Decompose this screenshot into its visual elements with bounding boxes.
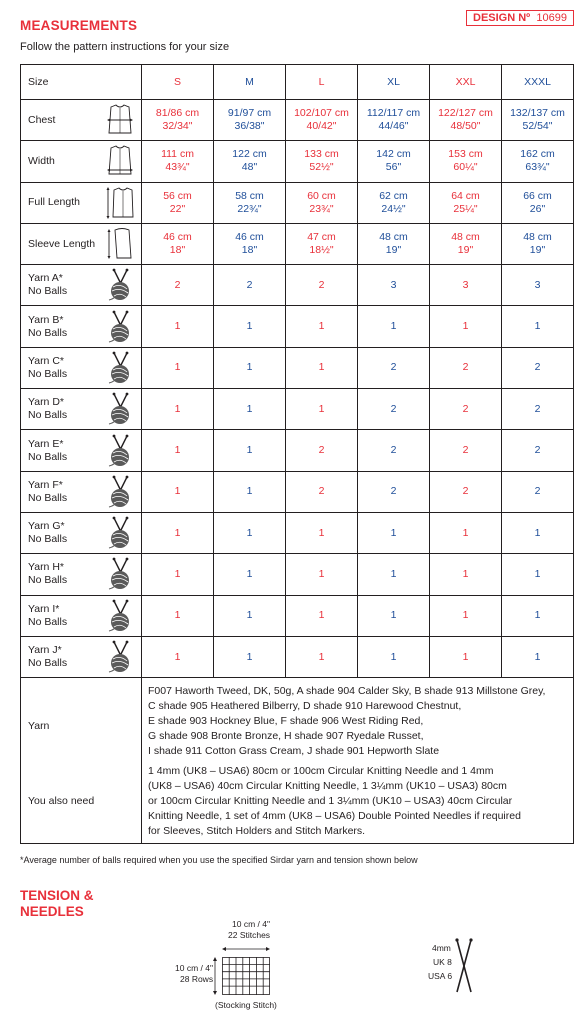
cm-value: 64 cm — [451, 189, 480, 202]
balls-cell: 2 — [286, 430, 358, 471]
size-m: M — [214, 65, 286, 100]
cm-value: 112/117 cm — [366, 107, 421, 120]
measure-cell — [430, 141, 502, 182]
measure-cell — [358, 182, 430, 223]
measure-cell — [142, 141, 214, 182]
size-l: L — [286, 65, 358, 100]
balls-cell: 1 — [286, 347, 358, 388]
tension-grid-icon — [222, 957, 270, 995]
measure-cell — [358, 223, 430, 264]
balls-cell: 3 — [430, 265, 502, 306]
row-label-cell — [21, 595, 142, 636]
cm-value: 111 cm — [161, 148, 194, 161]
balls-cell: 1 — [286, 636, 358, 677]
balls-cell: 2 — [430, 389, 502, 430]
row-label-cell — [21, 389, 142, 430]
yarn-line: E shade 903 Hockney Blue, F shade 906 West Riding Red, — [148, 715, 424, 728]
inch-value: 43¾" — [165, 161, 190, 174]
row-label: Sleeve Length — [28, 237, 96, 250]
inch-value: 18" — [241, 244, 258, 257]
table-row — [21, 471, 574, 512]
table-row — [21, 595, 574, 636]
no-balls-label: No Balls — [28, 367, 68, 380]
yarn-label: Yarn J* — [28, 644, 62, 656]
measure-cell — [430, 182, 502, 223]
balls-cell: 1 — [286, 389, 358, 430]
size-s: S — [142, 65, 214, 100]
balls-cell: 1 — [142, 306, 214, 347]
inch-value: 32/34" — [162, 120, 193, 133]
tension-title-line1: TENSION & — [20, 888, 94, 903]
row-label-cell — [21, 306, 142, 347]
balls-cell: 1 — [286, 306, 358, 347]
measure-cell — [214, 100, 286, 141]
intro-text: Follow the pattern instructions for your size — [20, 41, 230, 53]
footnote: *Average number of balls required when you use the specified Sirdar yarn and tension shown below — [20, 855, 418, 865]
inch-value: 40/42" — [306, 120, 337, 133]
balls-cell: 1 — [214, 512, 286, 553]
measure-cell — [430, 223, 502, 264]
yarn-line: I shade 911 Cotton Grass Cream, J shade 901 Hepworth Slate — [148, 745, 440, 758]
need-line: 1 4mm (UK8 – USA6) 80cm or 100cm Circular Knitting Needle and 1 4mm — [148, 765, 494, 778]
tension-height-arrow-icon — [211, 957, 219, 995]
table-row — [21, 347, 574, 388]
row-label-cell — [21, 265, 142, 306]
need-info-label: You also need — [28, 794, 95, 807]
balls-cell: 2 — [502, 430, 574, 471]
measure-cell — [430, 100, 502, 141]
inch-value: 19" — [385, 244, 402, 257]
yarn-ball-icon — [105, 557, 135, 591]
row-label-cell — [21, 554, 142, 595]
balls-cell: 1 — [214, 636, 286, 677]
cm-value: 102/107 cm — [294, 107, 349, 120]
sleeve-garment-icon — [105, 227, 135, 261]
inch-value: 22" — [169, 202, 186, 215]
cm-value: 153 cm — [448, 148, 483, 161]
balls-cell: 2 — [286, 265, 358, 306]
inch-value: 18" — [169, 244, 186, 257]
yarn-ball-icon — [105, 351, 135, 385]
cm-value: 133 cm — [304, 148, 339, 161]
row-label-cell — [21, 141, 142, 182]
yarn-ball-icon — [105, 475, 135, 509]
balls-cell: 1 — [358, 512, 430, 553]
tension-height-label: 10 cm / 4" — [175, 963, 213, 973]
measure-cell — [358, 141, 430, 182]
measure-cell — [142, 182, 214, 223]
row-label-cell — [21, 471, 142, 512]
balls-cell: 1 — [358, 554, 430, 595]
yarn-line: C shade 905 Heathered Bilberry, D shade 910 Harewood Chestnut, — [148, 700, 462, 713]
balls-cell: 1 — [286, 512, 358, 553]
row-label-cell — [21, 512, 142, 553]
no-balls-label: No Balls — [28, 491, 68, 504]
yarn-label: Yarn B* — [28, 313, 64, 326]
balls-cell: 1 — [142, 389, 214, 430]
balls-cell: 1 — [430, 306, 502, 347]
measure-cell — [502, 223, 574, 264]
table-row — [21, 389, 574, 430]
yarn-ball-icon — [105, 640, 135, 674]
balls-cell: 1 — [214, 389, 286, 430]
row-label: Chest — [28, 113, 56, 126]
chest-garment-icon — [105, 103, 135, 137]
needle-uk: UK 8 — [433, 957, 452, 967]
balls-cell: 1 — [430, 636, 502, 677]
measure-cell — [214, 141, 286, 182]
yarn-label: Yarn I* — [28, 602, 60, 615]
measurements-table — [20, 64, 574, 844]
measure-cell — [214, 182, 286, 223]
no-balls-label: No Balls — [28, 657, 68, 669]
balls-cell: 2 — [142, 265, 214, 306]
cm-value: 48 cm — [523, 231, 552, 244]
balls-cell: 1 — [430, 595, 502, 636]
row-label-cell — [21, 636, 142, 677]
cm-value: 162 cm — [520, 148, 555, 161]
measure-cell — [358, 100, 430, 141]
cm-value: 48 cm — [451, 231, 480, 244]
balls-cell: 1 — [358, 595, 430, 636]
balls-cell: 1 — [142, 636, 214, 677]
balls-cell: 1 — [214, 471, 286, 512]
inch-value: 48" — [241, 161, 258, 174]
yarn-info-labels — [21, 678, 142, 844]
knitting-needles-icon — [452, 938, 476, 994]
row-label-cell — [21, 223, 142, 264]
measure-cell — [214, 223, 286, 264]
balls-cell: 2 — [430, 430, 502, 471]
no-balls-label: No Balls — [28, 285, 68, 298]
size-xl: XL — [358, 65, 430, 100]
balls-cell: 1 — [358, 306, 430, 347]
inch-value: 63¾" — [525, 161, 550, 174]
cm-value: 56 cm — [163, 189, 192, 202]
balls-cell: 2 — [430, 347, 502, 388]
table-row — [21, 265, 574, 306]
table-row — [21, 306, 574, 347]
balls-cell: 1 — [502, 595, 574, 636]
cm-value: 47 cm — [307, 231, 336, 244]
measure-cell — [142, 223, 214, 264]
row-label: Width — [28, 154, 55, 167]
yarn-label: Yarn A* — [28, 272, 63, 285]
cm-value: 142 cm — [376, 148, 411, 161]
tension-stitch-type: (Stocking Stitch) — [215, 1000, 277, 1010]
no-balls-label: No Balls — [28, 450, 68, 463]
tension-width-arrow-icon — [222, 944, 270, 954]
yarn-label: Yarn D* — [28, 396, 64, 409]
measure-cell — [286, 141, 358, 182]
yarn-info-label: Yarn — [28, 719, 50, 732]
balls-cell: 2 — [358, 471, 430, 512]
measure-cell — [286, 223, 358, 264]
balls-cell: 1 — [430, 512, 502, 553]
no-balls-label: No Balls — [28, 409, 68, 422]
measure-cell — [286, 100, 358, 141]
length-garment-icon — [105, 186, 135, 220]
row-label-cell — [21, 430, 142, 471]
balls-cell: 1 — [502, 306, 574, 347]
inch-value: 24½" — [381, 202, 406, 215]
balls-cell: 2 — [502, 389, 574, 430]
balls-cell: 2 — [502, 347, 574, 388]
yarn-ball-icon — [105, 268, 135, 302]
table-row — [21, 223, 574, 264]
size-xxxl: XXXL — [502, 65, 574, 100]
inch-value: 25¼" — [453, 202, 478, 215]
balls-cell: 2 — [430, 471, 502, 512]
inch-value: 52/54" — [522, 120, 553, 133]
need-line: Knitting Needle, 1 set of 4mm (UK8 – USA6) Double Pointed Needles if required — [148, 810, 521, 823]
size-label: Size — [21, 65, 142, 100]
row-label-cell — [21, 347, 142, 388]
inch-value: 26" — [529, 202, 546, 215]
balls-cell: 1 — [142, 554, 214, 595]
measure-cell — [502, 182, 574, 223]
measure-cell — [286, 182, 358, 223]
yarn-label: Yarn E* — [28, 437, 64, 450]
cm-value: 122 cm — [232, 148, 267, 161]
table-row — [21, 430, 574, 471]
tension-stitches: 22 Stitches — [228, 930, 271, 940]
yarn-info-text — [142, 678, 574, 844]
balls-cell: 1 — [142, 347, 214, 388]
table-row — [21, 512, 574, 553]
yarn-ball-icon — [105, 599, 135, 633]
tension-title — [20, 888, 94, 920]
inch-value: 36/38" — [234, 120, 265, 133]
balls-cell: 1 — [142, 512, 214, 553]
row-label: Full Length — [28, 196, 80, 209]
needle-usa: USA 6 — [428, 971, 453, 981]
balls-cell: 1 — [142, 471, 214, 512]
tension-width-label: 10 cm / 4" — [232, 919, 270, 929]
cm-value: 62 cm — [379, 189, 408, 202]
yarn-label: Yarn C* — [28, 354, 64, 367]
inch-value: 19" — [457, 244, 474, 257]
balls-cell: 2 — [214, 265, 286, 306]
balls-cell: 1 — [502, 554, 574, 595]
page-title: MEASUREMENTS — [20, 18, 138, 33]
balls-cell: 1 — [214, 554, 286, 595]
row-label-cell — [21, 100, 142, 141]
table-row — [21, 554, 574, 595]
no-balls-label: No Balls — [28, 615, 68, 628]
inch-value: 22¾" — [237, 202, 262, 215]
inch-value: 52½" — [309, 161, 334, 174]
need-line: or 100cm Circular Knitting Needle and 1 3¼mm (UK10 – USA3) 40cm Circular — [148, 795, 513, 808]
balls-cell: 1 — [358, 636, 430, 677]
balls-cell: 1 — [286, 595, 358, 636]
table-row — [21, 182, 574, 223]
inch-value: 48/50" — [450, 120, 481, 133]
inch-value: 44/46" — [378, 120, 409, 133]
balls-cell: 1 — [214, 430, 286, 471]
need-line: (UK8 – USA6) 40cm Circular Knitting Needle, 1 3¼mm (UK10 – USA3) 80cm — [148, 780, 507, 793]
size-xxl: XXL — [430, 65, 502, 100]
no-balls-label: No Balls — [28, 574, 68, 587]
balls-cell: 2 — [358, 347, 430, 388]
yarn-label: Yarn H* — [28, 561, 64, 574]
table-row — [21, 141, 574, 182]
balls-cell: 2 — [358, 430, 430, 471]
cm-value: 66 cm — [523, 189, 552, 202]
inch-value: 18½" — [309, 244, 334, 257]
balls-cell: 1 — [214, 306, 286, 347]
no-balls-label: No Balls — [28, 533, 68, 546]
yarn-ball-icon — [105, 434, 135, 468]
yarn-label: Yarn F* — [28, 478, 63, 491]
balls-cell: 1 — [502, 512, 574, 553]
inch-value: 56" — [385, 161, 402, 174]
inch-value: 23¾" — [309, 202, 334, 215]
balls-cell: 1 — [286, 554, 358, 595]
balls-cell: 1 — [142, 430, 214, 471]
cm-value: 46 cm — [163, 231, 192, 244]
measure-cell — [502, 141, 574, 182]
balls-cell: 2 — [286, 471, 358, 512]
yarn-label: Yarn G* — [28, 520, 65, 533]
balls-cell: 3 — [358, 265, 430, 306]
balls-cell: 1 — [214, 595, 286, 636]
balls-cell: 1 — [214, 347, 286, 388]
balls-cell: 1 — [430, 554, 502, 595]
yarn-info-row — [21, 678, 574, 844]
table-row — [21, 100, 574, 141]
balls-cell: 2 — [358, 389, 430, 430]
needle-mm: 4mm — [432, 943, 451, 953]
inch-value: 19" — [529, 244, 546, 257]
balls-cell: 3 — [502, 265, 574, 306]
balls-cell: 2 — [502, 471, 574, 512]
design-number: 10699 — [536, 12, 567, 24]
tension-title-line2: NEEDLES — [20, 904, 84, 919]
measure-cell — [502, 100, 574, 141]
cm-value: 122/127 cm — [438, 107, 493, 120]
width-garment-icon — [105, 144, 135, 178]
need-line: for Sleeves, Stitch Holders and Stitch Markers. — [148, 825, 366, 838]
inch-value: 60¼" — [453, 161, 478, 174]
cm-value: 132/137 cm — [510, 107, 565, 120]
measure-cell — [142, 100, 214, 141]
no-balls-label: No Balls — [28, 326, 68, 339]
row-label-cell — [21, 182, 142, 223]
yarn-ball-icon — [105, 516, 135, 550]
cm-value: 46 cm — [235, 231, 264, 244]
yarn-ball-icon — [105, 310, 135, 344]
cm-value: 81/86 cm — [155, 107, 200, 120]
cm-value: 48 cm — [379, 231, 408, 244]
tension-rows: 28 Rows — [180, 974, 214, 984]
design-number-box — [466, 10, 574, 26]
yarn-line: F007 Haworth Tweed, DK, 50g, A shade 904 Calder Sky, B shade 913 Millstone Grey, — [148, 685, 546, 698]
cm-value: 91/97 cm — [227, 107, 272, 120]
cm-value: 58 cm — [235, 189, 264, 202]
yarn-ball-icon — [105, 392, 135, 426]
yarn-line: G shade 908 Bronte Bronze, H shade 907 Ryedale Russet, — [148, 730, 424, 743]
table-row — [21, 636, 574, 677]
balls-cell: 1 — [142, 595, 214, 636]
design-label: DESIGN Nº — [473, 12, 531, 24]
balls-cell: 1 — [502, 636, 574, 677]
cm-value: 60 cm — [307, 189, 336, 202]
